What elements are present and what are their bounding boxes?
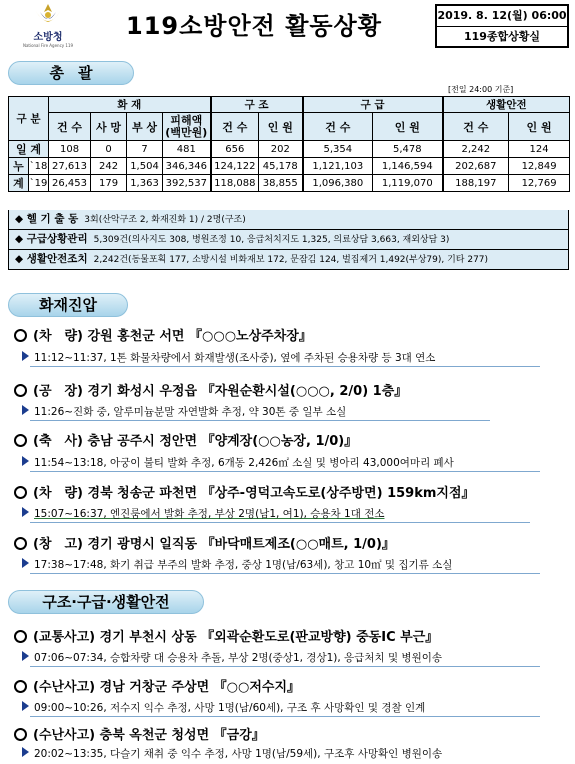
circle-bullet-icon — [14, 329, 27, 342]
extra-key: ◆ 헬 기 출 동 — [15, 213, 79, 225]
agency-emblem-icon — [29, 2, 67, 32]
circle-bullet-icon — [14, 434, 27, 447]
table-cell: 45,178 — [259, 158, 303, 175]
fire-item-title — [14, 482, 475, 501]
circle-bullet-icon — [14, 537, 27, 550]
fire-item-detail-text: 11:12~11:37, 1톤 화물차량에서 화재발생(조사중), 옆에 주차된 승용차량 등 3대 연소 — [34, 352, 436, 364]
fire-item-detail-text: 11:54~13:18, 아궁이 불티 발화 추정, 6개동 2,426㎡ 소실 및 병아리 43,000여마리 폐사 — [34, 457, 454, 469]
divider — [30, 522, 530, 523]
table-cell: 188,197 — [443, 175, 509, 192]
agency-subname: National Fire Agency 119 — [22, 43, 74, 48]
divider — [30, 471, 540, 472]
rescue-item-title-text: (교통사고) 경기 부천시 상동 『외곽순환도로(판교방향) 중동IC 부근』 — [33, 630, 439, 645]
circle-bullet-icon — [14, 384, 27, 397]
stats-table — [8, 96, 570, 192]
rescue-heading: 구조·구급·생활안전 — [8, 590, 204, 614]
triangle-bullet-icon — [22, 405, 29, 415]
group-ems: 구 급 — [303, 97, 443, 113]
page-title: 119소방안전 활동상황 — [126, 12, 382, 40]
table-cell: 0 — [91, 141, 127, 158]
table-cell: 124,122 — [211, 158, 259, 175]
extra-text: 3회(산악구조 2, 화재진화 1) / 2명(구조) — [84, 215, 246, 225]
table-cell: 1,146,594 — [373, 158, 443, 175]
fire-item-title-text: (차 량) 경북 청송군 파천면 『상주-영덕고속도로(상주방면) 159km지점』 — [33, 486, 475, 501]
row-year: `18 — [29, 158, 49, 175]
table-cell: 12,769 — [509, 175, 570, 192]
table-cell: 2,242 — [443, 141, 509, 158]
table-cell: 5,478 — [373, 141, 443, 158]
divider — [30, 573, 540, 574]
report-office: 119종합상황실 — [463, 30, 541, 43]
rescue-item-detail — [22, 746, 442, 761]
table-cell: 38,855 — [259, 175, 303, 192]
triangle-bullet-icon — [22, 701, 29, 711]
fire-item-detail — [22, 404, 346, 419]
subhead-ems-people: 인 원 — [373, 113, 443, 141]
rescue-item-detail — [22, 700, 425, 715]
fire-item-title-text: (공 장) 경기 화성시 우정읍 『자원순환시설(○○○, 2/0) 1층』 — [33, 384, 408, 399]
table-cell: 481 — [163, 141, 211, 158]
fire-item-title — [14, 430, 357, 449]
fire-item-title-text: (창 고) 경기 광명시 일직동 『바닥매트제조(○○매트, 1/0)』 — [33, 537, 395, 552]
fire-item-title-text: (축 사) 충남 공주시 정안면 『양계장(○○농장, 1/0)』 — [33, 434, 358, 449]
subhead-fire-death: 사 망 — [91, 113, 127, 141]
rescue-item-title — [14, 626, 438, 645]
fire-item-detail — [22, 557, 452, 572]
table-cell: 392,537 — [163, 175, 211, 192]
rescue-item-detail-text: 20:02~13:35, 다슬기 채취 중 익수 추정, 사망 1명(남/59세), 구조후 사망확인 병원이송 — [34, 748, 443, 760]
table-cell: 7 — [127, 141, 163, 158]
fire-item-title — [14, 325, 312, 344]
row-label: 계 — [9, 175, 29, 192]
circle-bullet-icon — [14, 486, 27, 499]
fire-heading: 화재진압 — [8, 293, 128, 317]
table-cell: 179 — [91, 175, 127, 192]
subhead-rescue-count: 건 수 — [211, 113, 259, 141]
triangle-bullet-icon — [22, 747, 29, 757]
rescue-item-detail-text: 09:00~10:26, 저수지 익수 추정, 사망 1명(남/60세), 구조 후 사망확인 및 경찰 인계 — [34, 702, 426, 714]
circle-bullet-icon — [14, 728, 27, 741]
extra-key: ◆ 구급상황관리 — [15, 233, 88, 245]
summary-basis: [전일 24:00 기준] — [448, 85, 514, 94]
subhead-safety-people: 인 원 — [509, 113, 570, 141]
extra-text: 2,242건(동물포획 177, 소방시설 비화재보 172, 문잠김 124, 벌집제거 1,492(부상79), 기타 277) — [93, 255, 489, 265]
triangle-bullet-icon — [22, 351, 29, 361]
table-cell: 1,504 — [127, 158, 163, 175]
fire-item-detail-text: 17:38~17:48, 화기 취급 부주의 발화 추정, 중상 1명(남/63세), 창고 10㎡ 및 집기류 소실 — [34, 559, 453, 571]
table-cell: 346,346 — [163, 158, 211, 175]
summary-ems-management — [8, 230, 569, 250]
group-rescue: 구 조 — [211, 97, 303, 113]
table-row — [9, 158, 570, 175]
fire-item-title — [14, 380, 407, 399]
rescue-item-title-text: (수난사고) 충북 옥천군 청성면 『금강』 — [33, 728, 265, 743]
table-cell: 12,849 — [509, 158, 570, 175]
summary-heading: 총괄 — [8, 61, 134, 85]
summary-helicopter — [8, 210, 569, 230]
subhead-fire-count: 건 수 — [49, 113, 91, 141]
fire-item-title — [14, 533, 395, 552]
table-cell: 118,088 — [211, 175, 259, 192]
table-cell: 1,119,070 — [373, 175, 443, 192]
fire-item-detail-text: 11:26~진화 중, 알루미늄분말 자연발화 추정, 약 30톤 중 일부 소실 — [34, 406, 347, 418]
table-cell: 26,453 — [49, 175, 91, 192]
group-fire: 화 재 — [49, 97, 211, 113]
divider — [30, 420, 490, 421]
table-cell: 27,613 — [49, 158, 91, 175]
row-label: 일 계 — [9, 141, 49, 158]
table-cell: 108 — [49, 141, 91, 158]
rescue-item-detail-text: 07:06~07:34, 승합차량 대 승용차 추돌, 부상 2명(중상1, 경상1), 응급처치 및 병원이송 — [34, 652, 442, 664]
table-cell: 1,096,380 — [303, 175, 373, 192]
agency-logo — [18, 2, 78, 50]
row-label: 누 — [9, 158, 29, 175]
table-cell: 124 — [509, 141, 570, 158]
divider — [30, 666, 540, 667]
subhead-rescue-people: 인 원 — [259, 113, 303, 141]
col-division: 구 분 — [9, 97, 49, 141]
report-date: 2019. 8. 12(월) 06:00 — [437, 6, 567, 27]
rescue-item-title — [14, 724, 265, 743]
divider — [30, 366, 540, 367]
fire-item-detail-text: 15:07~16:37, 엔진룸에서 발화 추정, 부상 2명(남1, 여1), 승용차 1대 전소 — [34, 508, 385, 520]
fire-item-detail — [22, 455, 454, 470]
triangle-bullet-icon — [22, 651, 29, 661]
table-row — [9, 175, 570, 192]
fire-item-detail — [22, 350, 435, 365]
subhead-safety-count: 건 수 — [443, 113, 509, 141]
fire-item-detail — [22, 506, 384, 521]
rescue-item-detail — [22, 650, 442, 665]
row-year: `19 — [29, 175, 49, 192]
table-cell: 1,363 — [127, 175, 163, 192]
circle-bullet-icon — [14, 680, 27, 693]
extra-text: 5,309건(의사지도 308, 병원조정 10, 응급처치지도 1,325, 의료상담 3,663, 재외상담 3) — [93, 235, 450, 245]
divider — [30, 716, 540, 717]
table-cell: 202,687 — [443, 158, 509, 175]
subhead-ems-count: 건 수 — [303, 113, 373, 141]
table-cell: 1,121,103 — [303, 158, 373, 175]
agency-name: 소방청 — [33, 32, 63, 43]
page-header — [0, 0, 575, 52]
extra-key: ◆ 생활안전조치 — [15, 253, 88, 265]
subhead-fire-injury: 부 상 — [127, 113, 163, 141]
group-safety: 생활안전 — [443, 97, 570, 113]
subhead-fire-damage: 피해액 (백만원) — [163, 113, 211, 141]
rescue-item-title — [14, 676, 300, 695]
fire-item-title-text: (차 량) 강원 홍천군 서면 『○○○노상주차장』 — [33, 329, 312, 344]
rescue-item-title-text: (수난사고) 경남 거창군 주상면 『○○저수지』 — [33, 680, 301, 695]
table-cell: 5,354 — [303, 141, 373, 158]
table-row — [9, 141, 570, 158]
circle-bullet-icon — [14, 630, 27, 643]
triangle-bullet-icon — [22, 456, 29, 466]
report-datebox — [435, 4, 569, 48]
table-cell: 242 — [91, 158, 127, 175]
summary-safety-actions — [8, 250, 569, 270]
table-cell: 202 — [259, 141, 303, 158]
triangle-bullet-icon — [22, 507, 29, 517]
table-cell: 656 — [211, 141, 259, 158]
triangle-bullet-icon — [22, 558, 29, 568]
